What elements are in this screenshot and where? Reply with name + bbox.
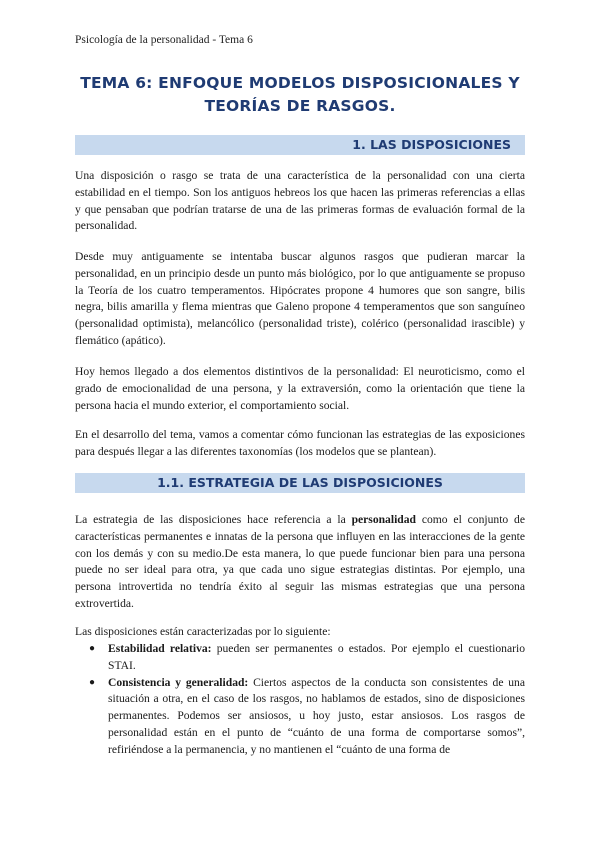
- paragraph-estrategia-personalidad: [75, 512, 525, 613]
- paragraph-neuroticismo-extraversion: Hoy hemos llegado a dos elementos distintivos de la personalidad: El neuroticismo, como el grado de emocionalidad de una persona, y la extraversión, como la orientación que tiene la persona hacia el mundo exterior, el comportamiento social.: [75, 365, 525, 412]
- paragraph-text-before: La estrategia de las disposiciones hace referencia a la: [75, 513, 352, 526]
- list-item-term: Consistencia y generalidad:: [108, 675, 249, 689]
- paragraph-text-after: como el conjunto de características permanentes e innatas de la persona que influyen en las interacciones de la gente con los demás y con su medio.De esta manera, lo que puede funcionar bien para una persona puede no ser ideal para otra, ya que cada uno sigue estrategias distintas. Por ejemplo, una persona introvertida no tendría éxito al seguir las mismas estrategias que una persona extrovertida.: [75, 513, 525, 610]
- bullet-icon: ●: [89, 676, 96, 688]
- document-title: [75, 72, 525, 118]
- section-heading-las-disposiciones: 1. LAS DISPOSICIONES: [75, 135, 525, 155]
- document-title-line-2: TEORÍAS DE RASGOS.: [204, 97, 396, 115]
- paragraph-caracteristicas-intro: Las disposiciones están caracterizadas por lo siguiente:: [75, 625, 331, 638]
- paragraph-bold-term: personalidad: [351, 513, 416, 526]
- paragraph-cuatro-temperamentos: Desde muy antiguamente se intentaba buscar algunos rasgos que pudieran marcar la personalidad, en un principio desde un punto más biológico, por lo que antiguamente se propuso la Teoría de los cuatro temperamentos. Hipócrates propone 4 humores que son sangre, bilis negra, bilis amarilla y flema mientras que Galeno propone 4 temperamentos que son sanguíneo (personalidad optimista), melancólico (personalidad triste), colérico (personalidad irascible) y flemático (apático).: [75, 250, 525, 347]
- list-item-text: pueden ser permanentes o estados. Por ejemplo el cuestionario STAI.: [108, 642, 525, 672]
- document-title-line-1: TEMA 6: ENFOQUE MODELOS DISPOSICIONALES Y: [80, 74, 520, 92]
- list-item-consistencia: [75, 675, 525, 759]
- paragraph-desarrollo-tema: En el desarrollo del tema, vamos a comentar cómo funcionan las estrategias de las exposiciones para después llegar a las diferentes taxonomías (los modelos que se plantean).: [75, 428, 525, 458]
- characteristics-list: [75, 641, 525, 759]
- section-heading-estrategia-disposiciones: 1.1. ESTRATEGIA DE LAS DISPOSICIONES: [75, 473, 525, 493]
- bullet-icon: ●: [89, 643, 96, 654]
- list-item-text: Ciertos aspectos de la conducta son consistentes de una situación a otra, en el caso de los rasgos, no hablamos de estados, sino de disposiciones permanentes. Podemos ser ansiosos, u hoy justo, estar ansiosos. Los rasgos de personalidad están en el punto de “cuánto de una forma de comportarse somos”, refiriéndose a la permanencia, y no mantienen el “cuánto de una forma de: [108, 675, 525, 756]
- list-item-term: Estabilidad relativa:: [108, 642, 212, 655]
- paragraph-definicion-disposicion: Una disposición o rasgo se trata de una característica de la personalidad con una cierta estabilidad en el tiempo. Son los antiguos hebreos los que hacen las primeras referencias a ellas y que pensaban que podrían tratarse de una de las primeras formas de evaluación formal de la personalidad.: [75, 169, 525, 233]
- list-item-estabilidad: [75, 641, 525, 675]
- running-header: Psicología de la personalidad - Tema 6: [75, 34, 253, 46]
